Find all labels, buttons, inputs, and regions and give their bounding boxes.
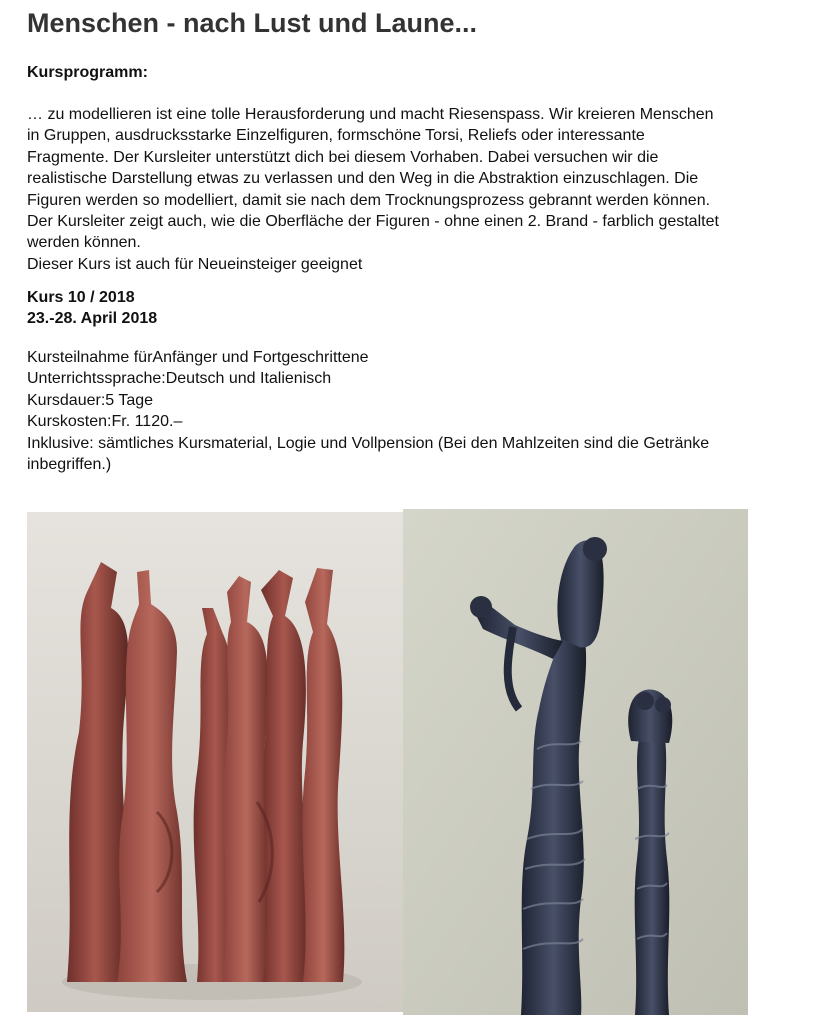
description-line: Fragmente. Der Kursleiter unterstützt dich bei diesem Vorhaben. Dabei versuchen wir die	[27, 148, 659, 166]
description-line: realistische Darstellung etwas zu verlassen und den Weg in die Abstraktion einzuschlagen. Die	[27, 170, 699, 188]
description-line: werden können.	[27, 234, 141, 252]
detail-language: Unterrichtssprache:Deutsch und Italienisch	[27, 370, 332, 388]
page-title: Menschen - nach Lust und Laune...	[27, 8, 478, 38]
sculpture-photo-red-group	[27, 512, 403, 1012]
course-dates: 23.-28. April 2018	[27, 310, 158, 328]
description-line: Figuren werden so modelliert, damit sie nach dem Trocknungsprozess gebrannt werden können.	[27, 191, 711, 209]
detail-cost: Kurskosten:Fr. 1120.–	[27, 413, 183, 431]
detail-inclusive: Inklusive: sämtliches Kursmaterial, Logie und Vollpension (Bei den Mahlzeiten sind die Getränke	[27, 434, 710, 452]
detail-inclusive-cont: inbegriffen.)	[27, 456, 112, 474]
program-heading: Kursprogramm:	[27, 64, 148, 81]
sculpture-photo-dark-spirals	[403, 509, 748, 1015]
description-line: … zu modellieren ist eine tolle Herausforderung und macht Riesenspass. Wir kreieren Menschen	[27, 106, 714, 123]
detail-participation: Kursteilnahme fürAnfänger und Fortgeschrittene	[27, 349, 369, 366]
course-description	[27, 104, 719, 275]
course-info	[27, 287, 157, 330]
description-line: in Gruppen, ausdrucksstarke Einzelfiguren, formschöne Torsi, Reliefs oder interessante	[27, 127, 645, 145]
detail-duration: Kursdauer:5 Tage	[27, 391, 154, 409]
description-line: Der Kursleiter zeigt auch, wie die Oberfläche der Figuren - ohne einen 2. Brand - farblich gestaltet	[27, 213, 719, 231]
course-number: Kurs 10 / 2018	[27, 289, 135, 306]
course-details	[27, 347, 709, 475]
description-line: Dieser Kurs ist auch für Neueinsteiger geeignet	[27, 255, 363, 273]
